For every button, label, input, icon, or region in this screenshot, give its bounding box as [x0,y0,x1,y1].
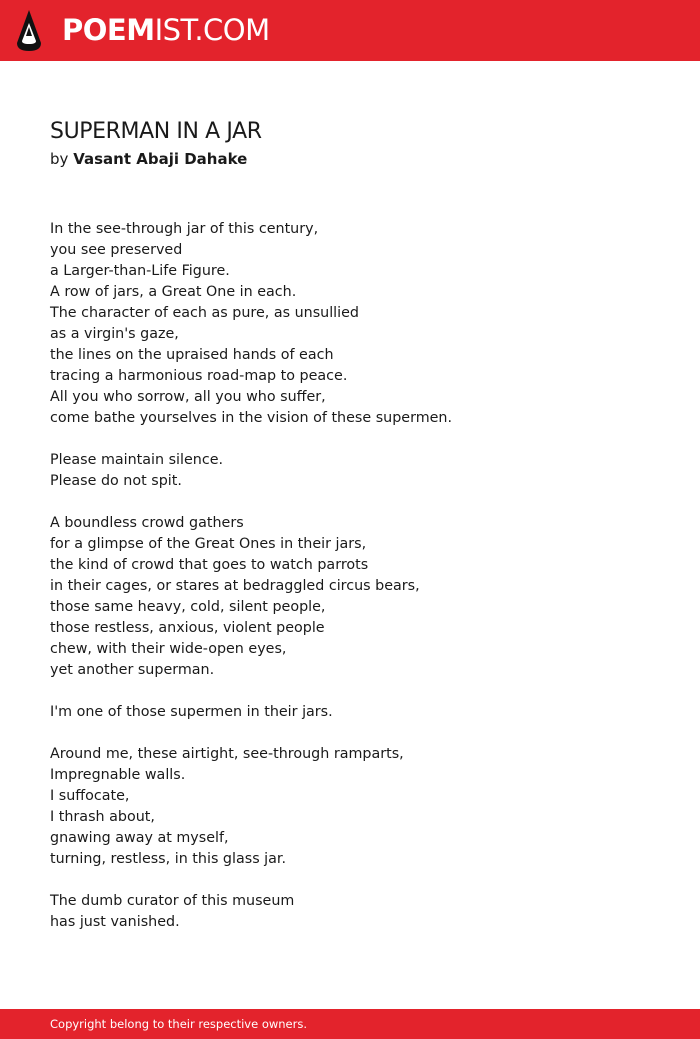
poem-line: those restless, anxious, violent people [50,620,325,636]
stanza-break [50,429,660,450]
poem-line: I'm one of those supermen in their jars. [50,704,333,720]
logo-light-text: IST.COM [154,13,270,47]
site-header [0,0,700,61]
poem-line: you see preserved [50,242,183,258]
site-footer [0,1009,700,1039]
poem-line: Impregnable walls. [50,767,186,783]
poem-line: All you who sorrow, all you who suffer, [50,389,326,405]
poem-line: in their cages, or stares at bedraggled circus bears, [50,578,420,594]
poem-author: Vasant Abaji Dahake [73,150,248,168]
poem-title: SUPERMAN IN A JAR [50,119,262,144]
poem-body [50,219,660,933]
copyright-notice: Copyright belong to their respective owners. [50,1017,308,1031]
poem-line: The character of each as pure, as unsullied [50,305,360,321]
poem-line: come bathe yourselves in the vision of these supermen. [50,410,453,426]
poem-line: for a glimpse of the Great Ones in their jars, [50,536,367,552]
poem-line: the lines on the upraised hands of each [50,347,334,363]
stanza-break [50,870,660,891]
pencil-tip-icon[interactable] [16,9,42,52]
poem-line: A boundless crowd gathers [50,515,244,531]
stanza-break [50,492,660,513]
poem-line: a Larger-than-Life Figure. [50,263,230,279]
poem-byline [50,149,247,169]
poem-line: gnawing away at myself, [50,830,229,846]
logo-bold-text: POEM [62,13,155,47]
poem-line: A row of jars, a Great One in each. [50,284,297,300]
stanza-break [50,681,660,702]
poem-line: chew, with their wide-open eyes, [50,641,287,657]
poem-line: those same heavy, cold, silent people, [50,599,326,615]
poem-line: The dumb curator of this museum [50,893,295,909]
poem-line: has just vanished. [50,914,180,930]
poem-line: yet another superman. [50,662,215,678]
stanza-break [50,723,660,744]
poem-line: as a virgin's gaze, [50,326,179,342]
poem-line: Please do not spit. [50,473,182,489]
poem-line: In the see-through jar of this century, [50,221,319,237]
poem-line: I thrash about, [50,809,155,825]
site-logo[interactable] [62,14,270,46]
poem-line: Around me, these airtight, see-through ramparts, [50,746,404,762]
poem-line: I suffocate, [50,788,130,804]
poem-line: tracing a harmonious road-map to peace. [50,368,348,384]
byline-label: by [50,150,69,168]
poem-line: Please maintain silence. [50,452,224,468]
poem-line: the kind of crowd that goes to watch parrots [50,557,369,573]
poem-line: turning, restless, in this glass jar. [50,851,287,867]
